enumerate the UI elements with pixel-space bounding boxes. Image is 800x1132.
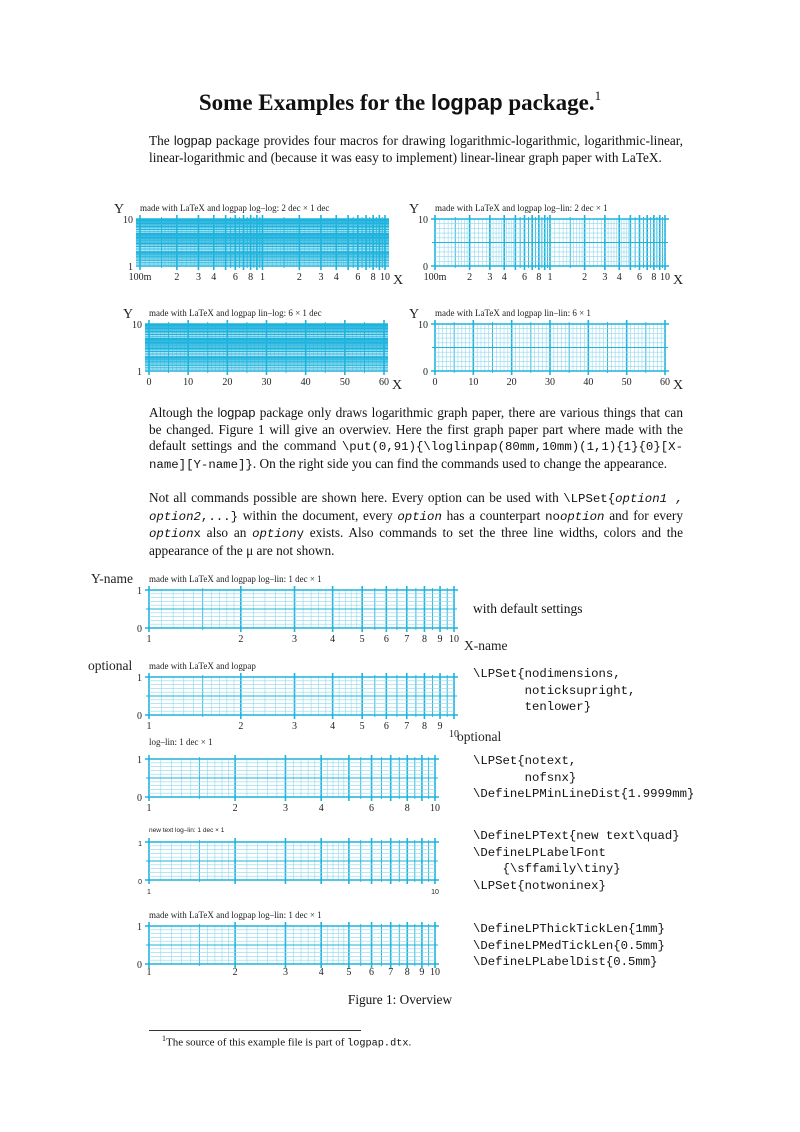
svg-text:Y: Y: [114, 202, 125, 217]
graph-loglin: [400, 192, 700, 296]
svg-text:9: 9: [437, 634, 443, 645]
svg-text:0: 0: [137, 624, 142, 635]
svg-text:0: 0: [423, 367, 428, 378]
svg-text:6: 6: [369, 803, 375, 814]
svg-text:100m: 100m: [423, 272, 447, 283]
svg-text:4: 4: [318, 803, 324, 814]
svg-text:optional: optional: [457, 729, 502, 744]
svg-text:30: 30: [261, 377, 272, 388]
svg-text:0: 0: [432, 377, 438, 388]
svg-text:7: 7: [404, 721, 410, 732]
svg-text:4: 4: [501, 272, 507, 283]
svg-text:40: 40: [300, 377, 311, 388]
figure-graph-ticklen: [130, 900, 470, 984]
svg-text:10: 10: [418, 215, 428, 226]
svg-text:Y: Y: [409, 202, 420, 217]
figure-caption: Figure 1: Overview: [347, 992, 453, 1007]
svg-text:X-name: X-name: [464, 638, 508, 653]
svg-text:10: 10: [430, 967, 440, 978]
svg-text:3: 3: [292, 721, 298, 732]
svg-text:4: 4: [330, 634, 336, 645]
svg-text:made with LaTeX and logpap: made with LaTeX and logpap: [149, 661, 256, 671]
svg-text:6: 6: [383, 634, 389, 645]
svg-text:9: 9: [437, 721, 443, 732]
svg-text:4: 4: [333, 272, 339, 283]
svg-text:10: 10: [449, 729, 459, 740]
svg-text:1: 1: [146, 721, 152, 732]
svg-text:3: 3: [602, 272, 608, 283]
graph-linlin: [400, 297, 700, 401]
graph-linlog: [110, 297, 410, 401]
svg-text:2: 2: [467, 272, 473, 283]
svg-text:made with LaTeX and logpap l: made with LaTeX and logpap lin–log: 6 × 1 dec: [149, 308, 322, 318]
svg-text:optional: optional: [88, 658, 133, 673]
svg-text:8: 8: [421, 634, 427, 645]
svg-text:9: 9: [419, 967, 425, 978]
svg-text:10: 10: [183, 377, 194, 388]
svg-text:new text log–lin: 1 dec × 1: new text log–lin: 1 dec × 1: [149, 827, 225, 834]
svg-text:2: 2: [238, 634, 244, 645]
options-paragraph: Not all commands possible are shown here. Every option can be used with \LPSet{option1 , option2,...} within the document, every option has a counterpart nooption and for every optionx also an optiony exists. Also commands to set the three line widths, colors and the appearance of the μ are not shown.: [149, 490, 683, 558]
svg-text:6: 6: [636, 272, 642, 283]
svg-text:0: 0: [137, 793, 142, 804]
svg-text:20: 20: [222, 377, 233, 388]
svg-text:4: 4: [211, 272, 217, 283]
svg-text:made with LaTeX and logpap l: made with LaTeX and logpap log–lin: 1 dec × 1: [149, 910, 322, 920]
svg-text:3: 3: [282, 967, 288, 978]
svg-text:Y-name: Y-name: [91, 571, 133, 586]
svg-text:6: 6: [232, 272, 238, 283]
svg-text:1: 1: [137, 673, 142, 684]
svg-text:0: 0: [423, 262, 428, 273]
figure-graph-nodimensions: [85, 655, 525, 754]
svg-text:8: 8: [651, 272, 657, 283]
svg-text:2: 2: [232, 803, 238, 814]
svg-text:2: 2: [238, 721, 244, 732]
svg-text:1: 1: [146, 634, 152, 645]
svg-text:Y: Y: [123, 307, 134, 322]
svg-text:1: 1: [137, 367, 142, 378]
svg-text:2: 2: [582, 272, 588, 283]
svg-text:0: 0: [137, 711, 142, 722]
footnote-rule: [149, 1030, 361, 1031]
svg-text:made with LaTeX and logpap l: made with LaTeX and logpap lin–lin: 6 × 1: [435, 308, 591, 318]
description-paragraph: Altough the logpap package only draws logarithmic graph paper, there are various things that can be changed. Figure 1 will give an overwiev. Here the first graph paper part where made with the default settings and the command \put(0,91){\loglinpap(80mm,10mm)(1,1){1}{0}[X-name][Y-name]}. On the right side you can find the commands used to change the appearance.: [149, 405, 683, 472]
default-settings-note: with default settings: [473, 601, 583, 616]
svg-text:8: 8: [421, 721, 427, 732]
svg-text:8: 8: [248, 272, 254, 283]
svg-text:10: 10: [132, 320, 142, 331]
svg-text:made with LaTeX and logpap l: made with LaTeX and logpap log–log: 2 dec × 1 dec: [140, 203, 330, 213]
svg-text:3: 3: [282, 803, 288, 814]
svg-text:1: 1: [137, 922, 142, 933]
svg-text:1: 1: [547, 272, 553, 283]
svg-text:Y: Y: [409, 307, 420, 322]
svg-text:8: 8: [404, 967, 410, 978]
svg-text:100m: 100m: [128, 272, 152, 283]
svg-text:10: 10: [418, 320, 428, 331]
svg-text:2: 2: [174, 272, 180, 283]
svg-text:10: 10: [430, 803, 440, 814]
page-title: Some Examples for the logpap package.$^1$: [198, 88, 602, 115]
svg-text:1: 1: [138, 841, 142, 848]
svg-text:X: X: [673, 273, 684, 288]
svg-text:7: 7: [388, 967, 394, 978]
example-command: \put(0,91){\loglinpap(80mm,10mm)(1,1){1}{0}[X-name][Y-name]}: [149, 440, 683, 472]
figure-graph-default: [85, 565, 525, 659]
commands-nodimensions: \LPSet{nodimensions, noticksupright, tenlower}: [473, 667, 636, 715]
svg-text:1: 1: [128, 262, 133, 273]
svg-text:0: 0: [137, 960, 142, 971]
commands-notext: \LPSet{notext, nofsnx} \DefineLPMinLineDist{1.9999mm}: [473, 754, 695, 802]
svg-text:8: 8: [370, 272, 376, 283]
svg-text:2: 2: [232, 967, 238, 978]
svg-text:10: 10: [660, 272, 670, 283]
svg-text:1: 1: [137, 586, 142, 597]
svg-text:made with LaTeX and logpap l: made with LaTeX and logpap log–lin: 2 dec × 1: [435, 203, 608, 213]
svg-text:1: 1: [147, 889, 151, 896]
svg-text:8: 8: [404, 803, 410, 814]
svg-text:4: 4: [616, 272, 622, 283]
svg-text:6: 6: [355, 272, 361, 283]
svg-text:20: 20: [506, 377, 517, 388]
svg-text:3: 3: [318, 272, 324, 283]
svg-text:40: 40: [583, 377, 594, 388]
footnote: $^1$The source of this example file is part of logpap.dtx.: [162, 1034, 412, 1050]
intro-paragraph: The logpap package provides four macros for drawing logarithmic-logarithmic, logarithmic-linear, linear-logarithmic and (because it was easy to implement) linear-linear graph paper with LaTeX.: [149, 133, 684, 165]
svg-text:1: 1: [146, 967, 152, 978]
svg-text:1: 1: [146, 803, 152, 814]
svg-text:10: 10: [431, 889, 439, 896]
svg-text:50: 50: [621, 377, 632, 388]
svg-text:log–lin: 1 dec × 1: log–lin: 1 dec × 1: [149, 737, 213, 747]
svg-text:3: 3: [195, 272, 201, 283]
svg-text:X: X: [392, 378, 403, 393]
svg-text:10: 10: [380, 272, 390, 283]
svg-text:1: 1: [260, 272, 265, 283]
figure-graph-newtext: [130, 815, 470, 904]
svg-text:0: 0: [138, 879, 142, 886]
svg-text:3: 3: [487, 272, 493, 283]
svg-text:1: 1: [137, 755, 142, 766]
svg-text:2: 2: [296, 272, 302, 283]
svg-text:6: 6: [383, 721, 389, 732]
svg-text:0: 0: [146, 377, 152, 388]
commands-ticklen: \DefineLPThickTickLen{1mm} \DefineLPMedTickLen{0.5mm} \DefineLPLabelDist{0.5mm}: [473, 922, 665, 970]
figure-graph-notext: [130, 745, 470, 824]
footnote-mark: 1: [594, 88, 602, 103]
svg-text:7: 7: [404, 634, 410, 645]
svg-text:6: 6: [369, 967, 375, 978]
svg-text:30: 30: [545, 377, 555, 388]
svg-text:5: 5: [359, 634, 365, 645]
svg-text:5: 5: [359, 721, 365, 732]
svg-text:60: 60: [660, 377, 670, 388]
graph-loglog: [110, 192, 410, 296]
svg-text:X: X: [673, 378, 684, 393]
svg-text:4: 4: [318, 967, 324, 978]
svg-text:3: 3: [292, 634, 298, 645]
svg-text:50: 50: [339, 377, 350, 388]
svg-text:4: 4: [330, 721, 336, 732]
svg-text:10: 10: [123, 215, 133, 226]
svg-text:5: 5: [346, 967, 352, 978]
svg-text:10: 10: [449, 634, 459, 645]
svg-text:made with LaTeX and logpap l: made with LaTeX and logpap log–lin: 1 dec × 1: [149, 574, 322, 584]
commands-newtext: \DefineLPText{new text\quad} \DefineLPLabelFont {\sffamily\tiny} \LPSet{notwoninex}: [473, 829, 680, 893]
svg-text:60: 60: [379, 377, 389, 388]
svg-text:6: 6: [521, 272, 527, 283]
svg-text:10: 10: [468, 377, 479, 388]
svg-text:X: X: [393, 273, 404, 288]
svg-text:8: 8: [536, 272, 542, 283]
